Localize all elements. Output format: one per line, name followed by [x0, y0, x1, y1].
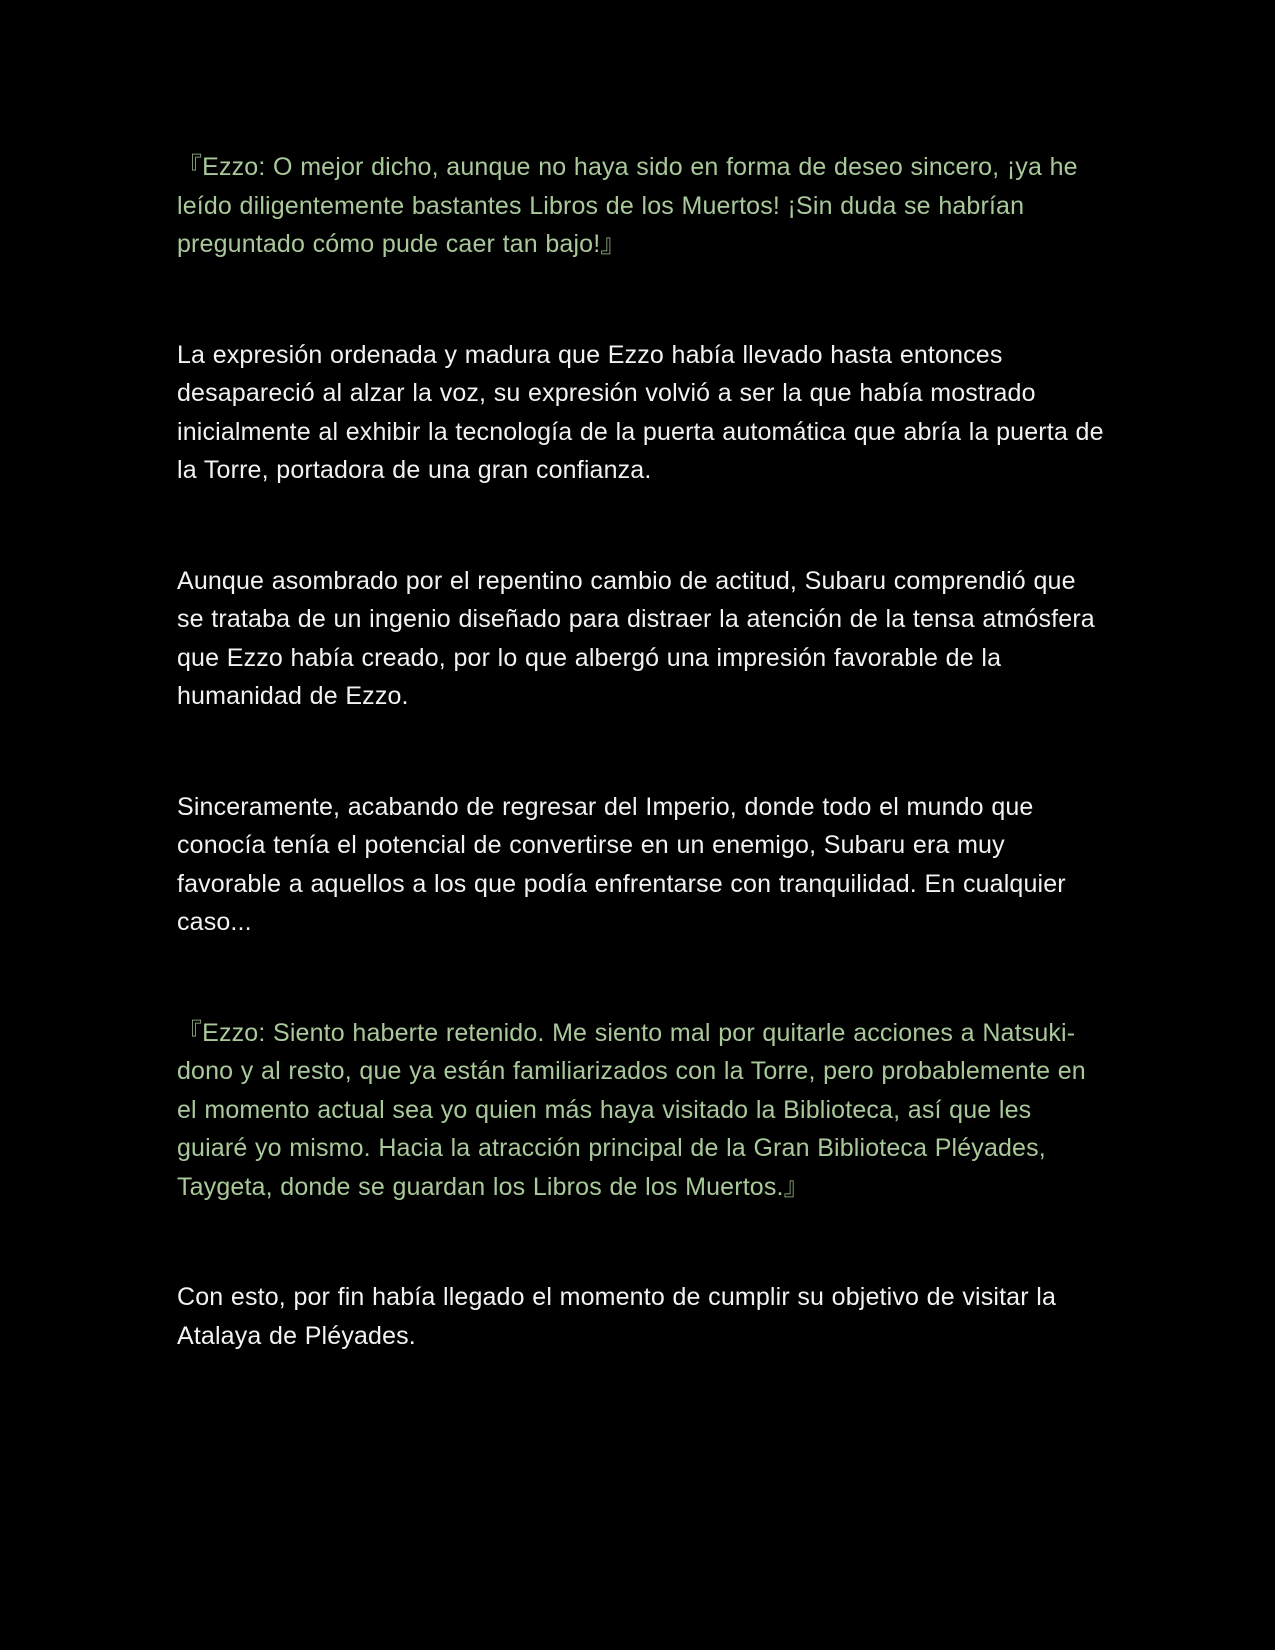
narration-paragraph: Aunque asombrado por el repentino cambio de actitud, Subaru comprendió que se trataba de un ingenio diseñado para distraer la atención de la tensa atmósfera que Ezzo había creado, por lo que albergó una impresión favorable de la humanidad de Ezzo. [177, 566, 1095, 710]
dialogue-paragraph: 『Ezzo: O mejor dicho, aunque no haya sido en forma de deseo sincero, ¡ya he leído diligentemente bastantes Libros de los Muertos! ¡Sin duda se habrían preguntado cómo pude caer tan bajo!』 [177, 153, 1078, 258]
narration-paragraph: La expresión ordenada y madura que Ezzo había llevado hasta entonces desapareció al alzar la voz, su expresión volvió a ser la que había mostrado inicialmente al exhibir la tecnología de la puerta automática que abría la puerta de la Torre, portadora de una gran confianza. [177, 340, 1104, 484]
text-column [177, 148, 1107, 1355]
narration-paragraph: Con esto, por fin había llegado el momento de cumplir su objetivo de visitar la Atalaya de Pléyades. [177, 1283, 1057, 1350]
narration-paragraph: Sinceramente, acabando de regresar del Imperio, donde todo el mundo que conocía tenía el potencial de convertirse en un enemigo, Subaru era muy favorable a aquellos a los que podía enfrentarse con tranquilidad. En cualquier caso... [177, 792, 1066, 936]
dialogue-paragraph: 『Ezzo: Siento haberte retenido. Me siento mal por quitarle acciones a Natsuki-dono y al resto, que ya están familiarizados con la Torre, pero probablemente en el momento actual sea yo quien más haya visitado la Biblioteca, así que les guiaré yo mismo. Hacia la atracción principal de la Gran Biblioteca Pléyades, Taygeta, donde se guardan los Libros de los Muertos.』 [177, 1018, 1086, 1201]
